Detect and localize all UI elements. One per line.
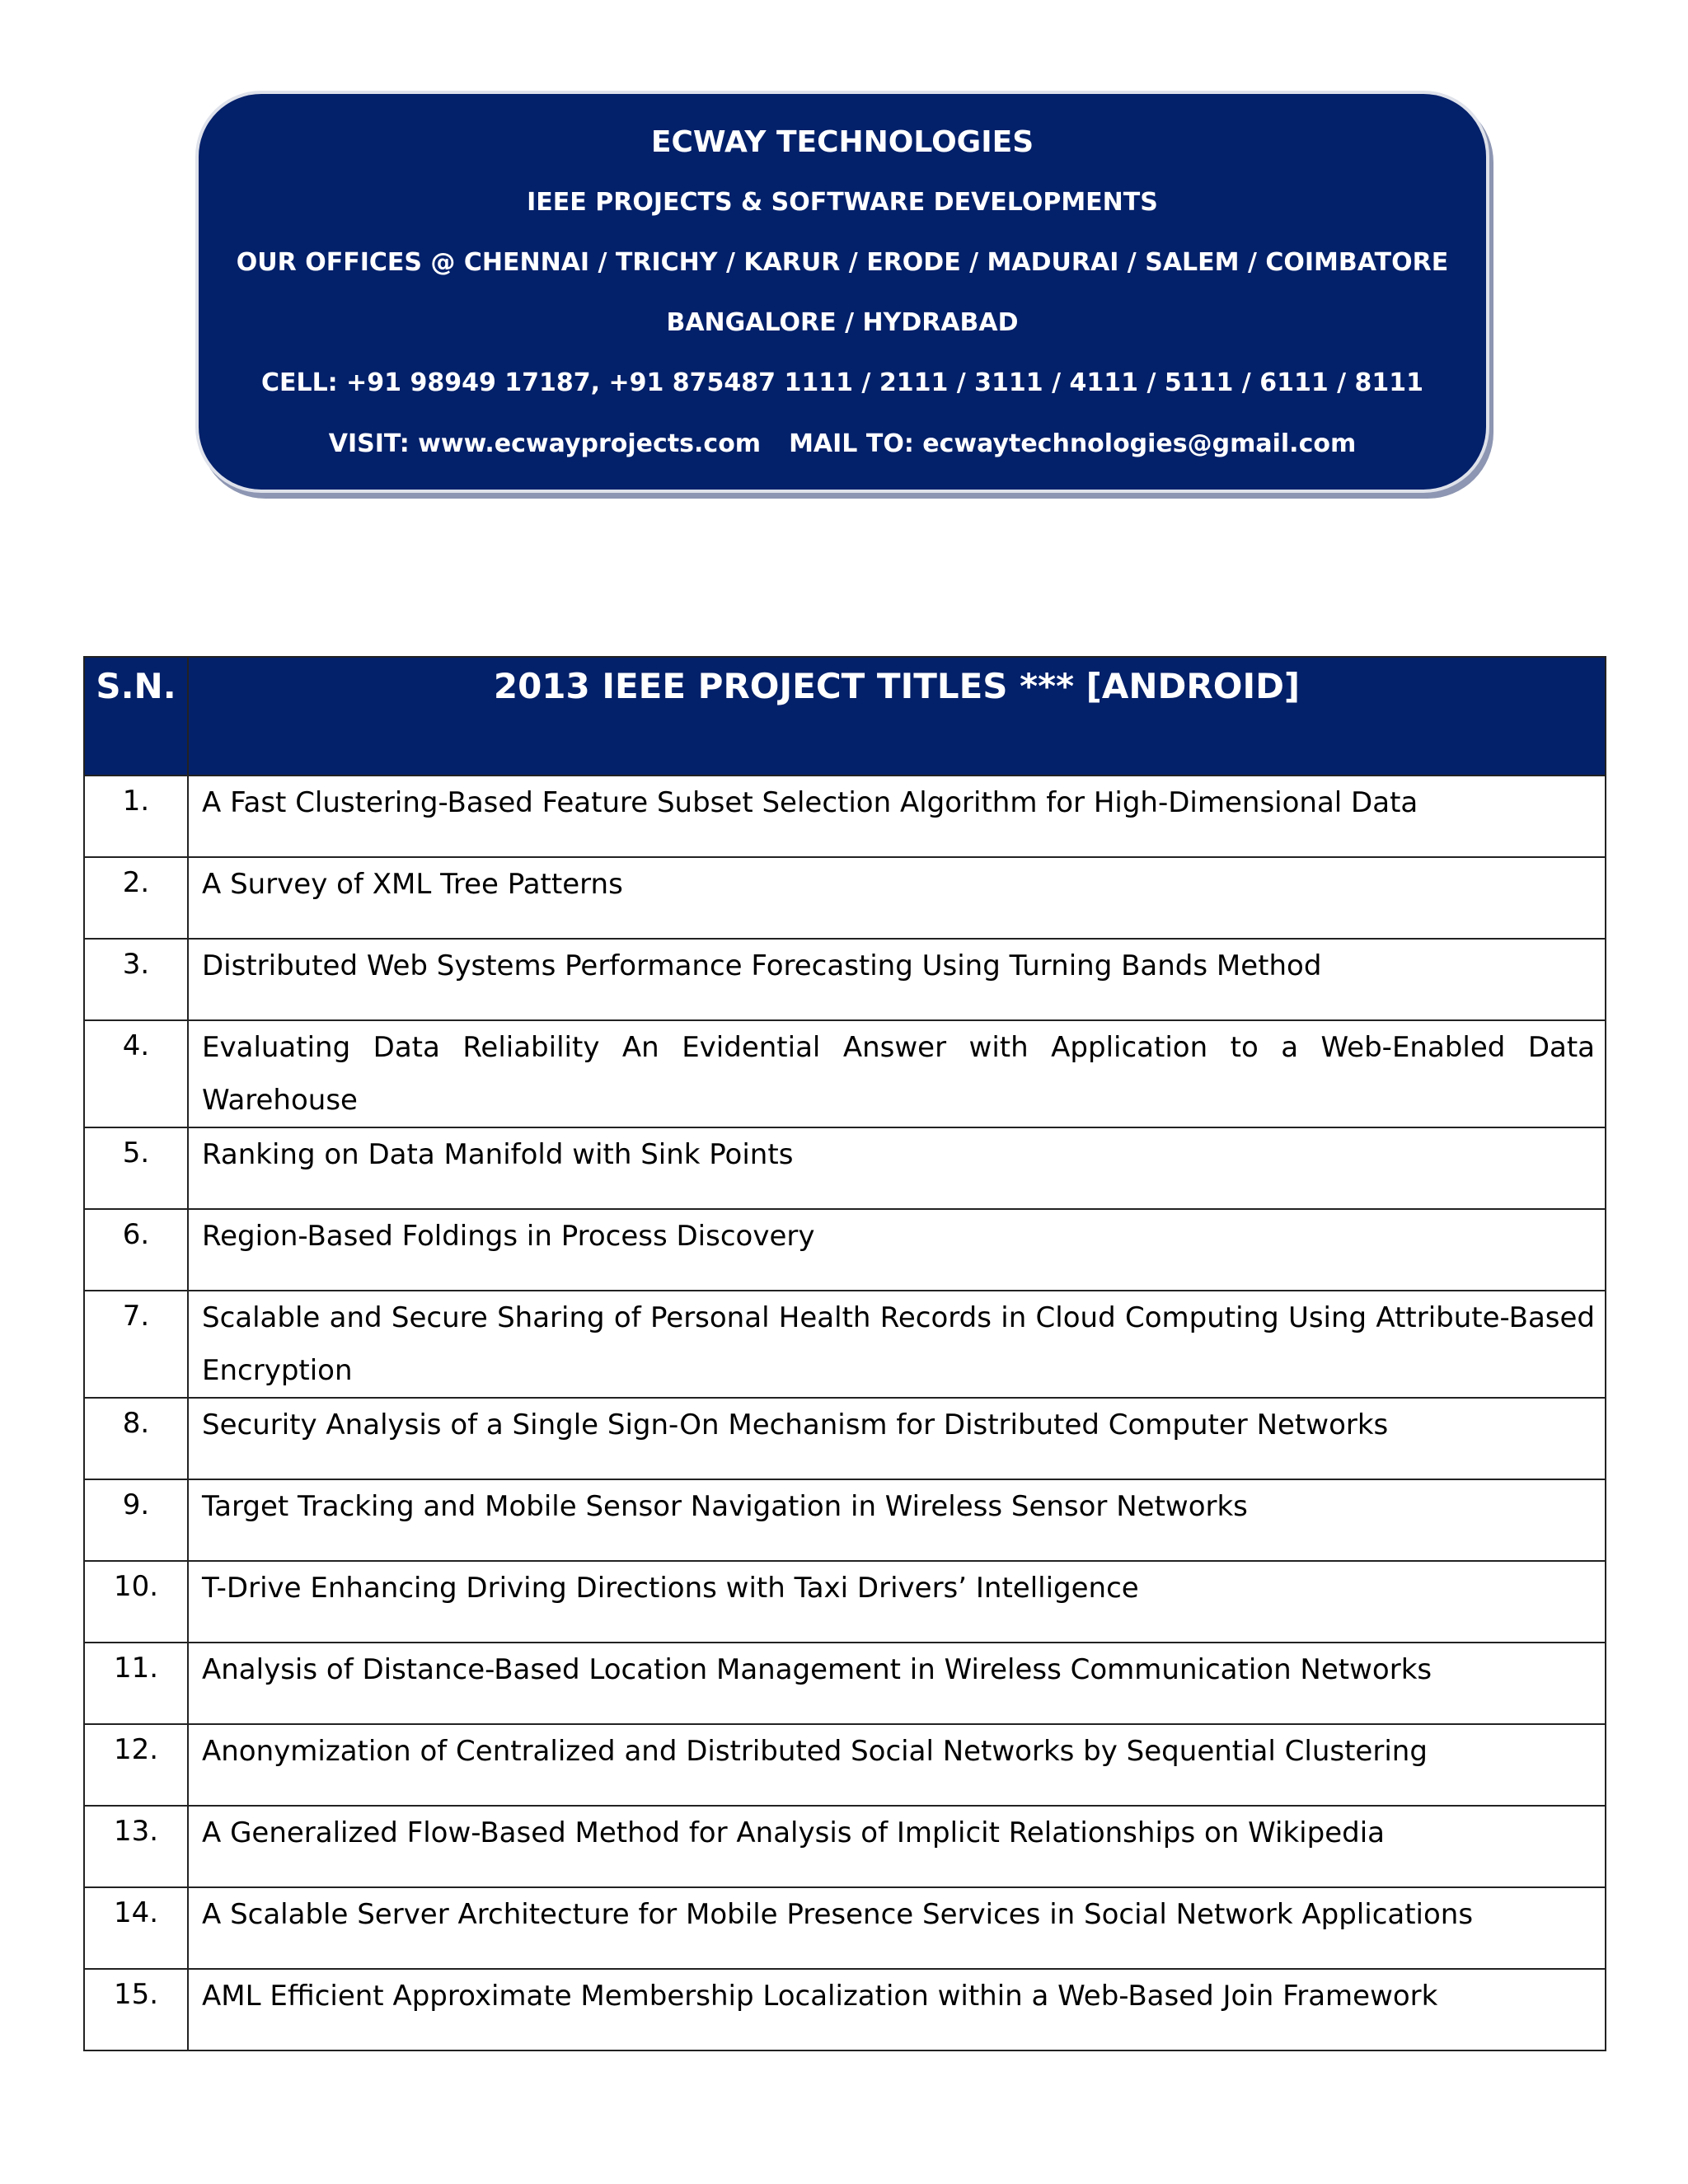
- table-row: [84, 857, 1606, 939]
- project-titles-header: 2013 IEEE PROJECT TITLES *** [ANDROID]: [188, 657, 1606, 776]
- table-row: [84, 1724, 1606, 1806]
- table-row: [84, 1561, 1606, 1643]
- table-row: [84, 1291, 1606, 1398]
- contact-line: [199, 429, 1486, 458]
- table-body: [84, 776, 1606, 2050]
- table-row: [84, 939, 1606, 1020]
- project-title-cell: Evaluating Data Reliability An Evidential Answer with Application to a Web-Enabled Data Warehouse: [188, 1020, 1606, 1127]
- table-row: [84, 1127, 1606, 1209]
- project-title-cell: Security Analysis of a Single Sign-On Mechanism for Distributed Computer Networks: [188, 1398, 1606, 1479]
- cell-numbers: CELL: +91 98949 17187, +91 875487 1111 / 2111 / 3111 / 4111 / 5111 / 6111 / 8111: [260, 368, 1424, 397]
- serial-number-cell: 1.: [84, 776, 188, 857]
- serial-number-cell: 8.: [84, 1398, 188, 1479]
- project-title-cell: Region-Based Foldings in Process Discovery: [188, 1209, 1606, 1291]
- project-title-cell: Target Tracking and Mobile Sensor Navigation in Wireless Sensor Networks: [188, 1479, 1606, 1561]
- project-title-cell: Scalable and Secure Sharing of Personal Health Records in Cloud Computing Using Attribute-Based Encryption: [188, 1291, 1606, 1398]
- company-name: ECWAY TECHNOLOGIES: [650, 125, 1034, 159]
- project-title-cell: A Survey of XML Tree Patterns: [188, 857, 1606, 939]
- project-title-cell: T-Drive Enhancing Driving Directions with Taxi Drivers’ Intelligence: [188, 1561, 1606, 1643]
- serial-number-cell: 10.: [84, 1561, 188, 1643]
- table-row: [84, 1479, 1606, 1561]
- serial-number-cell: 4.: [84, 1020, 188, 1127]
- project-title-cell: A Fast Clustering-Based Feature Subset Selection Algorithm for High-Dimensional Data: [188, 776, 1606, 857]
- serial-number-cell: 9.: [84, 1479, 188, 1561]
- table-row: [84, 1806, 1606, 1887]
- table-row: [84, 776, 1606, 857]
- website-text: VISIT: www.ecwayprojects.com: [328, 429, 762, 458]
- serial-number-cell: 15.: [84, 1969, 188, 2050]
- company-tagline: IEEE PROJECTS & SOFTWARE DEVELOPMENTS: [527, 188, 1158, 217]
- serial-number-cell: 2.: [84, 857, 188, 939]
- serial-number-cell: 11.: [84, 1643, 188, 1724]
- table-header-row: [84, 657, 1606, 776]
- table-row: [84, 1209, 1606, 1291]
- serial-number-cell: 14.: [84, 1887, 188, 1969]
- table-row: [84, 1969, 1606, 2050]
- office-locations: OUR OFFICES @ CHENNAI / TRICHY / KARUR / ERODE / MADURAI / SALEM / COIMBATORE: [236, 248, 1449, 277]
- project-title-cell: A Scalable Server Architecture for Mobile Presence Services in Social Network Applications: [188, 1887, 1606, 1969]
- office-locations-continued: BANGALORE / HYDRABAD: [666, 308, 1019, 337]
- project-titles-table: [83, 656, 1606, 2051]
- serial-number-cell: 5.: [84, 1127, 188, 1209]
- project-title-cell: Ranking on Data Manifold with Sink Points: [188, 1127, 1606, 1209]
- company-header-banner: [195, 91, 1489, 493]
- table-row: [84, 1020, 1606, 1127]
- table-row: [84, 1887, 1606, 1969]
- email-text: MAIL TO: ecwaytechnologies@gmail.com: [789, 429, 1357, 458]
- serial-number-cell: 12.: [84, 1724, 188, 1806]
- project-title-cell: AML Efficient Approximate Membership Localization within a Web-Based Join Framework: [188, 1969, 1606, 2050]
- serial-number-cell: 3.: [84, 939, 188, 1020]
- project-title-cell: Anonymization of Centralized and Distributed Social Networks by Sequential Clustering: [188, 1724, 1606, 1806]
- table-row: [84, 1398, 1606, 1479]
- project-title-cell: Distributed Web Systems Performance Forecasting Using Turning Bands Method: [188, 939, 1606, 1020]
- serial-number-cell: 7.: [84, 1291, 188, 1398]
- project-title-cell: A Generalized Flow-Based Method for Analysis of Implicit Relationships on Wikipedia: [188, 1806, 1606, 1887]
- table-row: [84, 1643, 1606, 1724]
- serial-number-header: S.N.: [84, 657, 188, 776]
- project-title-cell: Analysis of Distance-Based Location Management in Wireless Communication Networks: [188, 1643, 1606, 1724]
- serial-number-cell: 6.: [84, 1209, 188, 1291]
- serial-number-cell: 13.: [84, 1806, 188, 1887]
